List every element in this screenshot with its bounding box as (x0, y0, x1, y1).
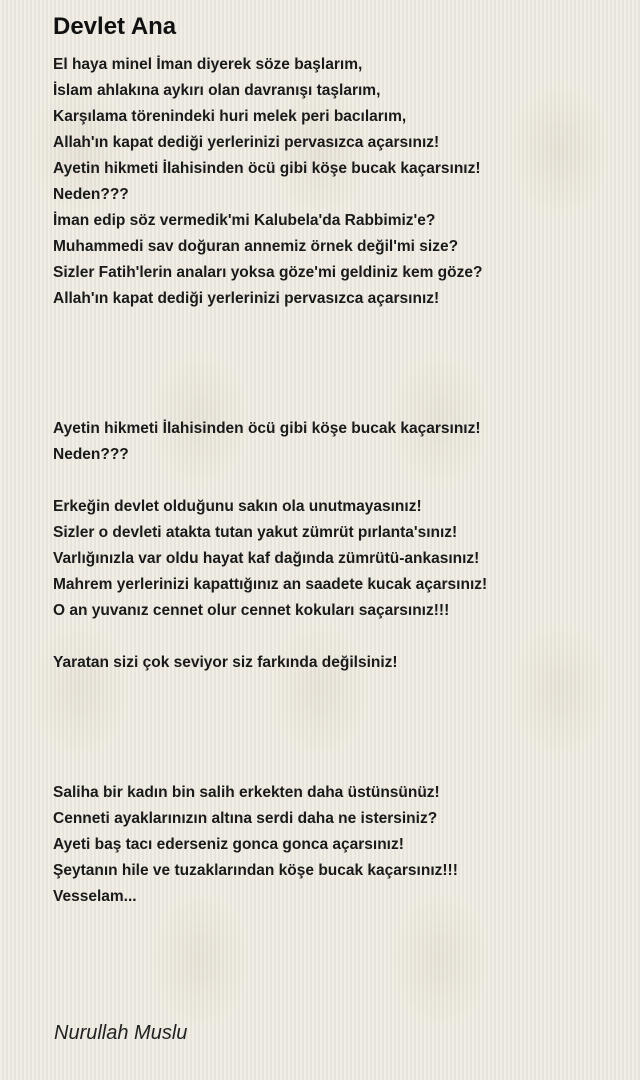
poem-line: Allah'ın kapat dediği yerlerinizi pervasızca açarsınız! (53, 134, 440, 151)
poem-line: Neden??? (53, 446, 129, 463)
stanza-gap (53, 312, 633, 338)
poem-line: Karşılama törenindeki huri melek peri bacılarım, (53, 108, 407, 125)
poem-line: İman edip söz vermedik'mi Kalubela'da Rabbimiz'e? (53, 212, 436, 229)
poem-line: Sizler o devleti atakta tutan yakut zümrüt pırlanta'sınız! (53, 524, 458, 541)
poem-line: Yaratan sizi çok seviyor siz farkında değilsiniz! (53, 654, 398, 671)
poem-line: El haya minel İman diyerek söze başlarım, (53, 56, 363, 73)
poem-title: Devlet Ana (53, 13, 177, 40)
poem-line: Varlığınızla var oldu hayat kaf dağında zümrütü-ankasınız! (53, 550, 480, 567)
poem-line: İslam ahlakına aykırı olan davranışı taşlarım, (53, 82, 381, 99)
stanza-gap (53, 390, 633, 416)
poem-line: Muhammedi sav doğuran annemiz örnek değil'mi size? (53, 238, 459, 255)
stanza-gap (53, 468, 633, 494)
poem-line: Neden??? (53, 186, 129, 203)
stanza-gap (53, 624, 633, 650)
poem-line: Ayeti baş tacı ederseniz gonca gonca açarsınız! (53, 836, 404, 853)
poem-line: Cenneti ayaklarınızın altına serdi daha ne istersiniz? (53, 810, 438, 827)
stanza-gap (53, 338, 633, 364)
poem-line: Ayetin hikmeti İlahisinden öcü gibi köşe bucak kaçarsınız! (53, 420, 481, 437)
stanza-gap (53, 728, 633, 754)
stanza-gap (53, 676, 633, 702)
poem-line: Mahrem yerlerinizi kapattığınız an saadete kucak açarsınız! (53, 576, 488, 593)
poem-line: Ayetin hikmeti İlahisinden öcü gibi köşe bucak kaçarsınız! (53, 160, 481, 177)
poem-line: Şeytanın hile ve tuzaklarından köşe bucak kaçarsınız!!! (53, 862, 458, 879)
stanza-gap (53, 702, 633, 728)
poem-author: Nurullah Muslu (54, 1022, 188, 1044)
poem-line: O an yuvanız cennet olur cennet kokuları saçarsınız!!! (53, 602, 450, 619)
poem-line: Allah'ın kapat dediği yerlerinizi pervasızca açarsınız! (53, 290, 440, 307)
poem-body (53, 52, 633, 910)
poem-line: Saliha bir kadın bin salih erkekten daha üstünsünüz! (53, 784, 440, 801)
poem-line: Vesselam... (53, 888, 137, 905)
stanza-gap (53, 364, 633, 390)
stanza-gap (53, 754, 633, 780)
poem-line: Sizler Fatih'lerin anaları yoksa göze'mi geldiniz kem göze? (53, 264, 483, 281)
poem-line: Erkeğin devlet olduğunu sakın ola unutmayasınız! (53, 498, 422, 515)
